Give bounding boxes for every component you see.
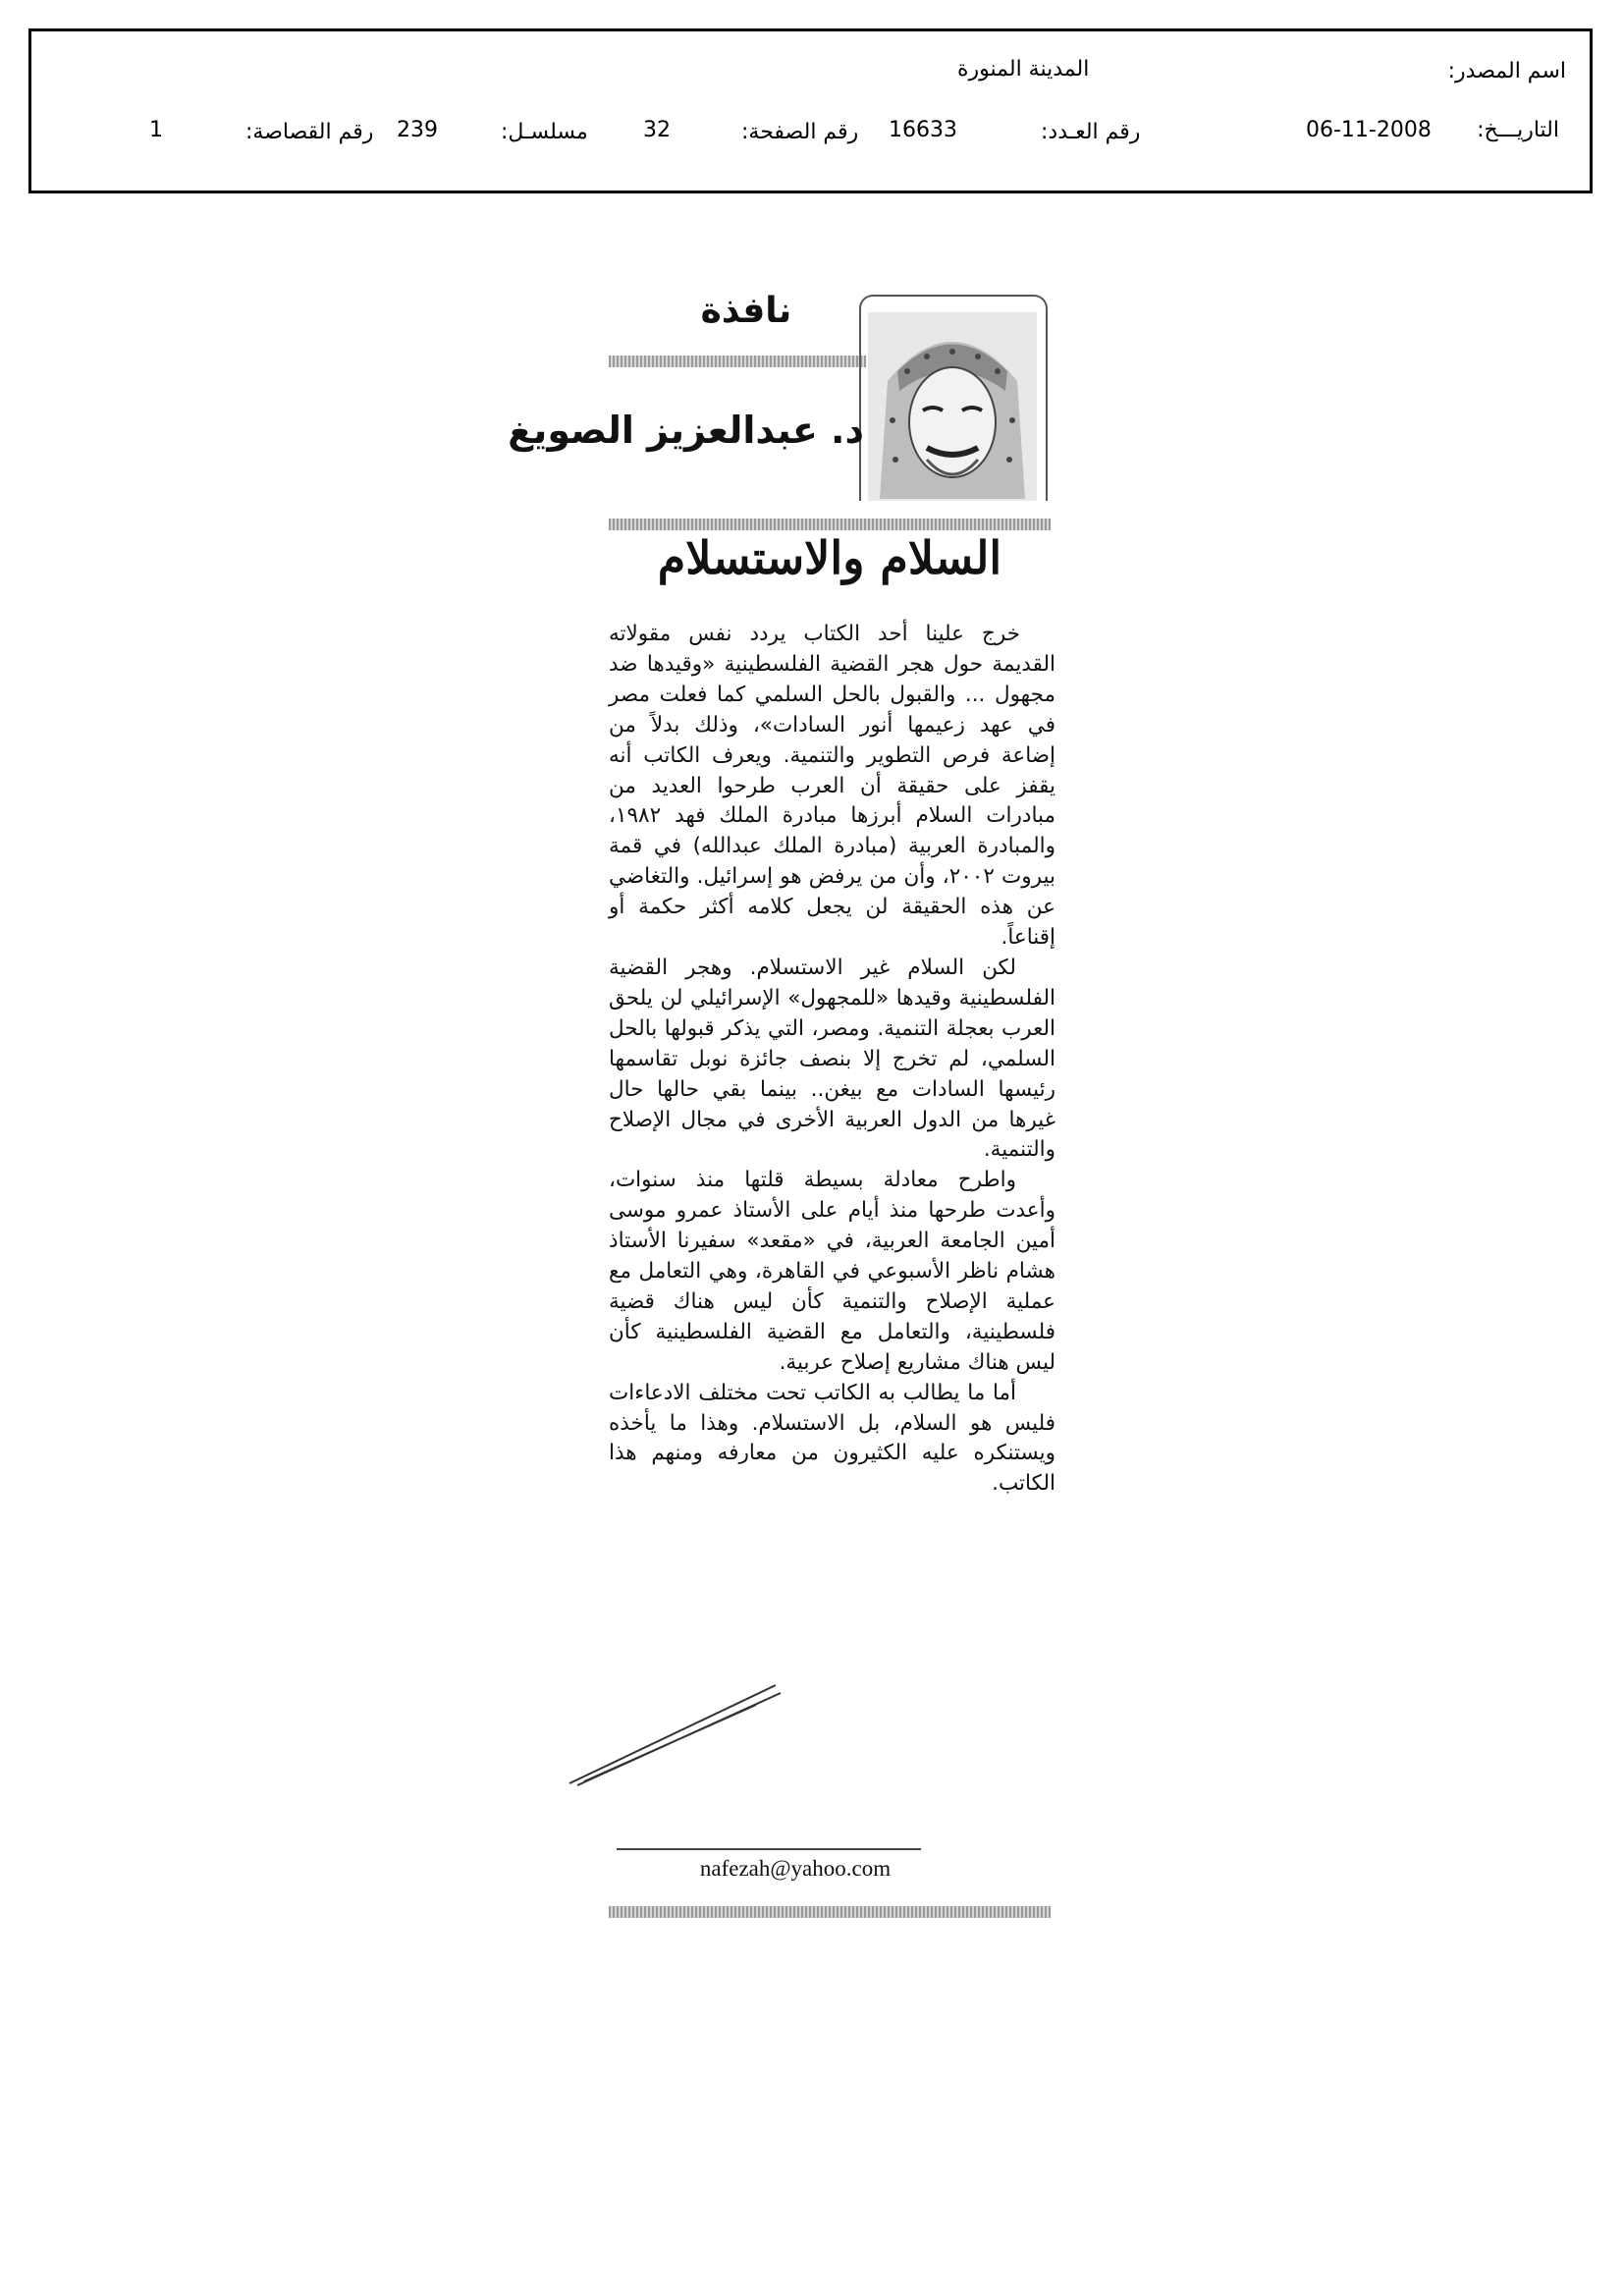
document-metadata-box [28,28,1593,193]
source-value: المدينة المنورة [957,57,1090,82]
signature-divider [617,1848,921,1850]
date-value: 06-11-2008 [1306,118,1432,142]
author-name: د. عبدالعزيز الصويغ [508,409,864,452]
clip-number-label: رقم القصاصة: [245,120,374,144]
clip-number-value: 1 [149,118,163,142]
newspaper-clipping [508,291,1055,1921]
article-paragraph: لكن السلام غير الاستسلام. وهجر القضية الفلسطينية وقيدها «للمجهول» الإسرائيلي لن يلحق العرب بعجلة التنمية. ومصر، التي يذكر قبولها بالحل السلمي، لم تخرج إلا بنصف جائزة نوبل تقاسمها رئيسها السادات مع بيغن.. بينما بقي حالها حال غيرها من الدول العربية الأخرى في مجال الإصلاح والتنمية. [609,955,1055,1163]
page-label: رقم الصفحة: [741,120,859,144]
article-paragraph: واطرح معادلة بسيطة قلتها منذ سنوات، وأعدت طرحها منذ أيام على الأستاذ عمرو موسى أمين الجامعة العربية، في «مقعد» سفيرنا الأستاذ هشام ناظر الأسبوعي في القاهرة، وهي التعامل مع عملية الإصلاح والتنمية كأن ليس هناك قضية فلسطينية، والتعامل مع القضية الفلسطينية كأن ليس هناك مشاريع إصلاح عربية. [609,1168,1055,1375]
serial-value: 239 [397,118,438,142]
column-header-bar [609,355,866,367]
pen-scribble-mark [560,1675,785,1793]
author-portrait-icon [868,312,1037,501]
headline-top-bar [609,519,1051,530]
article-paragraph: خرج علينا أحد الكتاب يردد نفس مقولاته القديمة حول هجر القضية الفلسطينية «وقيدها ضد مجهول ... والقبول بالحل السلمي كما فعلت مصر في عهد زعيمها أنور السادات»، وذلك بدلاً من إضاعة فرص التطوير والتنمية. ويعرف الكاتب أنه يقفز على حقيقة أن العرب طرحوا العديد من مبادرات السلام أبرزها مبادرة الملك فهد ١٩٨٢، والمبادرة العربية (مبادرة الملك عبدالله) في قمة بيروت ٢٠٠٢، وأن من يرفض هو إسرائيل. والتغاضي عن هذه الحقيقة لن يجعل كلامه أكثر حكمة أو إقناعاً. [609,622,1055,951]
issue-value: 16633 [889,118,957,142]
date-label: التاريـــخ: [1477,118,1559,142]
clipping-bottom-bar [609,1906,1051,1918]
page-value: 32 [643,118,671,142]
serial-label: مسلسـل: [501,120,588,144]
column-title: نافذة [700,291,792,331]
article-headline: السلام والاستسلام [657,531,1002,584]
article-body [609,620,1055,1500]
issue-label: رقم العـدد: [1041,120,1141,144]
article-paragraph: أما ما يطالب به الكاتب تحت مختلف الادعاءات فليس هو السلام، بل الاستسلام. وهذا ما يأخذه ويستنكره عليه الكثيرون من معارفه ومنهم هذا الكاتب. [609,1380,1055,1497]
source-label: اسم المصدر: [1447,59,1566,83]
author-email: nafezah@yahoo.com [699,1856,892,1881]
